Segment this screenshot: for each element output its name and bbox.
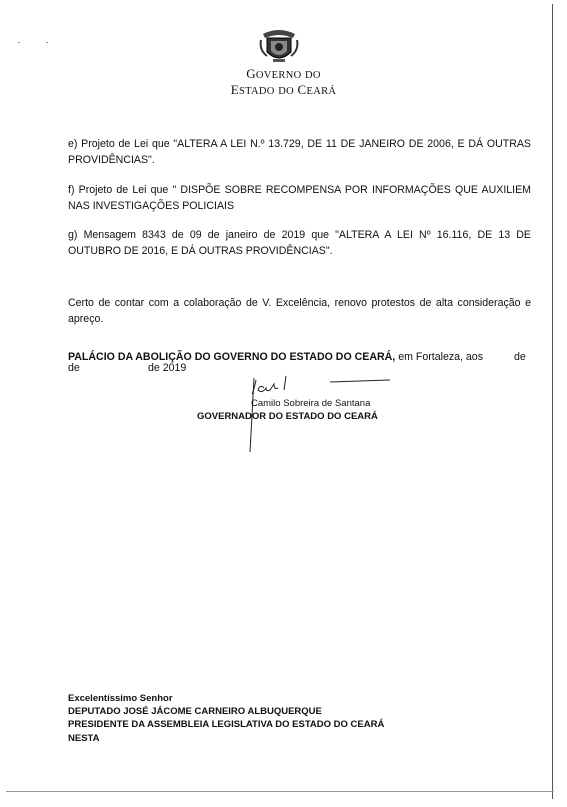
place-name: PALÁCIO DA ABOLIÇÃO DO GOVERNO DO ESTADO DO CEARÁ, <box>68 351 396 363</box>
list-item-f: f) Projeto de Lei que " DISPÕE SOBRE RECOMPENSA POR INFORMAÇÕES QUE AUXILIEM NAS INVESTIGAÇÕES POLICIAIS <box>68 184 531 212</box>
list-item-e: e) Projeto de Lei que "ALTERA A LEI N.º 13.729, DE 11 DE JANEIRO DE 2006, E DÁ OUTRAS PROVIDÊNCIAS". <box>68 138 531 166</box>
addressee-location: NESTA <box>68 733 100 744</box>
list-item-g: g) Mensagem 8343 de 09 de janeiro de 2019 que "ALTERA A LEI Nº 16.116, DE 13 DE OUTUBRO DE 2016, E DÁ OUTRAS PROVIDÊNCIAS". <box>68 229 531 257</box>
scan-edge-line <box>552 4 553 799</box>
place-date-de: de <box>514 351 526 363</box>
scan-speck <box>46 42 48 43</box>
signer-title: GOVERNADOR DO ESTADO DO CEARÁ <box>197 411 378 422</box>
signer-name: Camilo Sobreira de Santana <box>251 398 371 409</box>
place-date-de-2: de <box>68 362 80 374</box>
state-coat-of-arms-icon <box>257 26 301 66</box>
place-date-line-2 <box>68 363 531 374</box>
addressee-name: DEPUTADO JOSÉ JÁCOME CARNEIRO ALBUQUERQUE <box>68 706 322 717</box>
header-estado-do-ceara: ESTADO DO CEARÁ <box>230 82 337 97</box>
header-governo-do: GOVERNO DO <box>246 66 321 81</box>
scan-speck <box>18 42 20 43</box>
scan-bottom-line <box>6 791 554 792</box>
addressee-position: PRESIDENTE DA ASSEMBLEIA LEGISLATIVA DO ESTADO DO CEARÁ <box>68 719 385 730</box>
place-date-year: de 2019 <box>148 362 187 374</box>
closing-paragraph: Certo de contar com a colaboração de V. Excelência, renovo protestos de alta consideração e apreço. <box>68 297 531 325</box>
addressee-salutation: Excelentíssimo Senhor <box>68 693 173 704</box>
place-date-text: em Fortaleza, aos <box>398 351 483 363</box>
place-date-line <box>68 352 531 363</box>
